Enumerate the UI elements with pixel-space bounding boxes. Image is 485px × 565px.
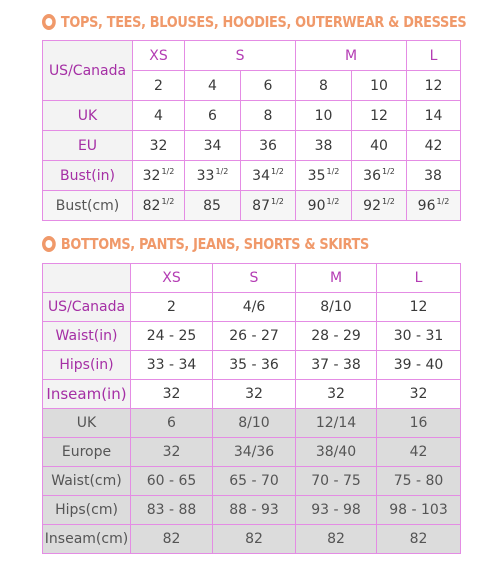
- measurement-whole: 87: [252, 198, 270, 214]
- table-row-label: EU: [43, 131, 133, 161]
- tops-title: TOPS, TEES, BLOUSES, HOODIES, OUTERWEAR & DRESSES: [60, 13, 467, 31]
- measurement-whole: 96: [417, 198, 436, 214]
- measurement-whole: 85: [203, 198, 221, 214]
- table-row: [43, 409, 461, 438]
- table-cell: 2: [131, 293, 213, 322]
- table-row-label: Bust(cm): [43, 191, 133, 221]
- table-cell: 42: [377, 438, 461, 467]
- table-cell: 14: [407, 101, 461, 131]
- table-cell: 34/36: [213, 438, 296, 467]
- measurement-fraction: 1/2: [381, 167, 395, 176]
- table-cell: 10: [352, 71, 407, 101]
- table-cell: 4: [185, 71, 241, 101]
- measurement-fraction: 1/2: [381, 197, 395, 206]
- measurement-whole: 38: [424, 168, 442, 184]
- table-cell: [352, 191, 407, 221]
- tops-size-table: [42, 40, 461, 221]
- table-cell: 34: [185, 131, 241, 161]
- table-cell: 30 - 31: [377, 322, 461, 351]
- table-cell: 12: [407, 71, 461, 101]
- table-row-label: Hips(cm): [43, 496, 131, 525]
- table-cell: 82: [377, 525, 461, 554]
- table-cell: [185, 161, 241, 191]
- measurement-whole: 90: [307, 198, 326, 214]
- table-row-label: Waist(in): [43, 322, 131, 351]
- table-cell: 38: [296, 131, 352, 161]
- table-cell: 6: [185, 101, 241, 131]
- table-cell: 32: [296, 380, 377, 409]
- table-cell: 8: [241, 101, 296, 131]
- table-row: [43, 496, 461, 525]
- table-cell: 36: [241, 131, 296, 161]
- table-row: [43, 467, 461, 496]
- table-row: [43, 293, 461, 322]
- measurement-whole: 33: [196, 168, 215, 184]
- table-cell: 93 - 98: [296, 496, 377, 525]
- table-row: [43, 131, 461, 161]
- table-row-label: Europe: [43, 438, 131, 467]
- table-cell: 24 - 25: [131, 322, 213, 351]
- circle-bullet-icon: [42, 236, 56, 252]
- table-cell: 83 - 88: [131, 496, 213, 525]
- table-row-label: Bust(in): [43, 161, 133, 191]
- table-cell: 6: [241, 71, 296, 101]
- size-header: M: [296, 264, 377, 293]
- table-cell: 8: [296, 71, 352, 101]
- size-header: L: [377, 264, 461, 293]
- measurement-whole: 35: [307, 168, 326, 184]
- table-cell: 4/6: [213, 293, 296, 322]
- table-header-row: [43, 264, 461, 293]
- table-row-label: Inseam(cm): [43, 525, 131, 554]
- table-cell: 38/40: [296, 438, 377, 467]
- table-cell: [296, 161, 352, 191]
- measurement-fraction: 1/2: [215, 167, 229, 176]
- size-header: S: [185, 41, 296, 71]
- table-cell: 26 - 27: [213, 322, 296, 351]
- table-cell: 65 - 70: [213, 467, 296, 496]
- measurement-fraction: 1/2: [270, 167, 284, 176]
- table-cell: [296, 191, 352, 221]
- measurement-fraction: 1/2: [161, 167, 175, 176]
- table-row: [43, 380, 461, 409]
- measurement-fraction: 1/2: [436, 197, 450, 206]
- table-cell: 70 - 75: [296, 467, 377, 496]
- table-cell: [185, 191, 241, 221]
- table-cell: [407, 191, 461, 221]
- table-row: [43, 161, 461, 191]
- bottoms-section-heading: [42, 235, 369, 253]
- table-row: [43, 322, 461, 351]
- table-cell: 82: [213, 525, 296, 554]
- table-cell: 4: [133, 101, 185, 131]
- table-cell: [407, 161, 461, 191]
- size-header: M: [296, 41, 407, 71]
- measurement-fraction: 1/2: [161, 197, 175, 206]
- table-row-label: Waist(cm): [43, 467, 131, 496]
- empty-corner-cell: [43, 264, 131, 293]
- table-cell: 88 - 93: [213, 496, 296, 525]
- table-cell: 39 - 40: [377, 351, 461, 380]
- circle-bullet-icon: [42, 14, 56, 30]
- table-cell: 32: [131, 380, 213, 409]
- table-cell: 12: [377, 293, 461, 322]
- measurement-whole: 82: [142, 198, 161, 214]
- table-cell: 8/10: [213, 409, 296, 438]
- table-cell: 12/14: [296, 409, 377, 438]
- table-cell: 12: [352, 101, 407, 131]
- table-row: [43, 438, 461, 467]
- table-cell: 16: [377, 409, 461, 438]
- table-row: [43, 525, 461, 554]
- table-cell: 42: [407, 131, 461, 161]
- tops-section-heading: [42, 13, 466, 31]
- table-cell: 32: [133, 131, 185, 161]
- size-header: XS: [133, 41, 185, 71]
- measurement-fraction: 1/2: [326, 167, 340, 176]
- measurement-whole: 32: [142, 168, 161, 184]
- table-cell: [133, 191, 185, 221]
- measurement-whole: 92: [363, 198, 381, 214]
- size-header: L: [407, 41, 461, 71]
- table-row: [43, 351, 461, 380]
- table-cell: 33 - 34: [131, 351, 213, 380]
- table-cell: 60 - 65: [131, 467, 213, 496]
- table-cell: 28 - 29: [296, 322, 377, 351]
- size-header: S: [213, 264, 296, 293]
- table-cell: 98 - 103: [377, 496, 461, 525]
- table-cell: 35 - 36: [213, 351, 296, 380]
- table-row: [43, 101, 461, 131]
- table-cell: 32: [131, 438, 213, 467]
- bottoms-size-table: [42, 263, 461, 554]
- table-cell: [133, 161, 185, 191]
- table-row-label: Inseam(in): [43, 380, 131, 409]
- table-row-label: UK: [43, 409, 131, 438]
- table-cell: [352, 161, 407, 191]
- measurement-whole: 36: [363, 168, 381, 184]
- measurement-whole: 34: [252, 168, 270, 184]
- table-cell: 8/10: [296, 293, 377, 322]
- table-cell: 2: [133, 71, 185, 101]
- measurement-fraction: 1/2: [270, 197, 284, 206]
- table-cell: 32: [213, 380, 296, 409]
- table-row: [43, 191, 461, 221]
- table-row-label: US/Canada: [43, 41, 133, 101]
- size-header: XS: [131, 264, 213, 293]
- table-row-label: UK: [43, 101, 133, 131]
- table-cell: 82: [296, 525, 377, 554]
- table-cell: 6: [131, 409, 213, 438]
- bottoms-title: BOTTOMS, PANTS, JEANS, SHORTS & SKIRTS: [60, 235, 369, 253]
- measurement-fraction: 1/2: [326, 197, 340, 206]
- table-cell: 40: [352, 131, 407, 161]
- table-cell: [241, 161, 296, 191]
- table-cell: 37 - 38: [296, 351, 377, 380]
- table-cell: [241, 191, 296, 221]
- table-cell: 10: [296, 101, 352, 131]
- table-row-label: US/Canada: [43, 293, 131, 322]
- table-cell: 32: [377, 380, 461, 409]
- table-cell: 82: [131, 525, 213, 554]
- table-cell: 75 - 80: [377, 467, 461, 496]
- table-row-label: Hips(in): [43, 351, 131, 380]
